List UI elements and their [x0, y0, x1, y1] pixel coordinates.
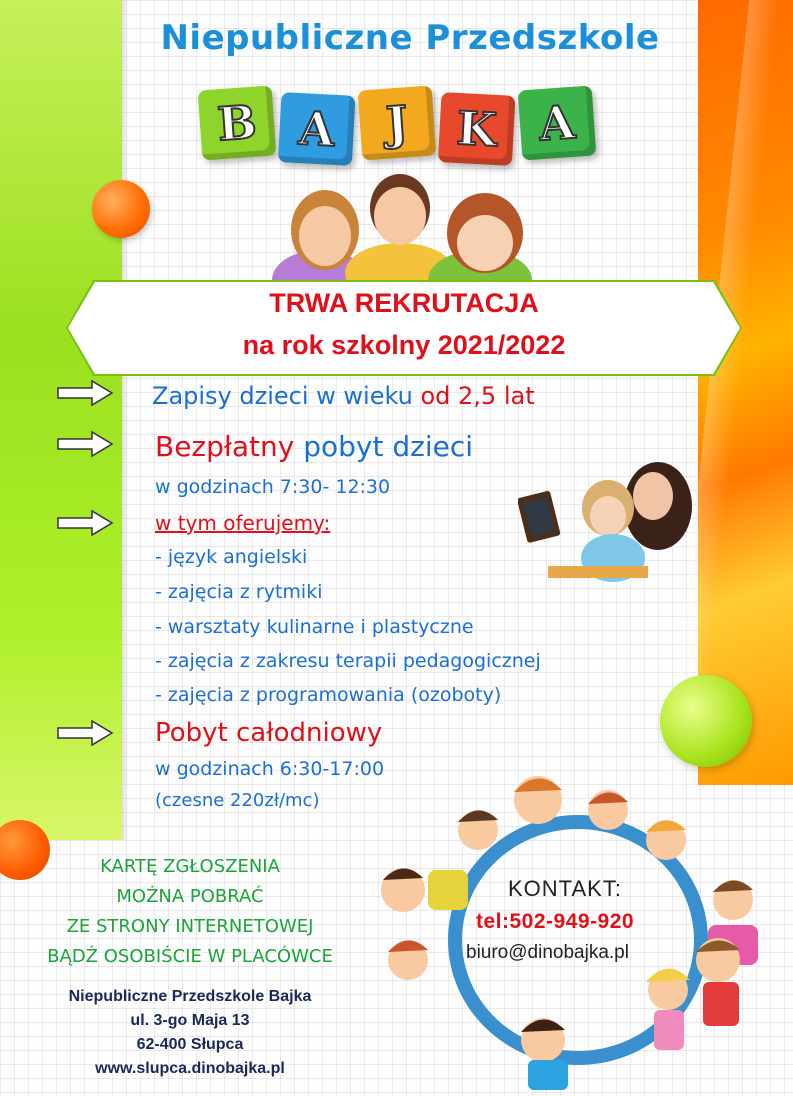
- arrow-right-icon: [56, 429, 114, 459]
- address-city: 62-400 Słupca: [136, 1036, 244, 1053]
- contact-email[interactable]: biuro@dinobajka.pl: [466, 942, 629, 963]
- full-day-heading: Pobyt całodniowy: [155, 718, 383, 748]
- fee-text: (czesne 220zł/mc): [155, 790, 320, 811]
- orange-ball-decoration: [92, 180, 150, 238]
- mother-child-photo: [518, 448, 698, 583]
- page-title: Niepubliczne Przedszkole: [160, 18, 660, 58]
- full-day-hours: w godzinach 6:30-17:00: [155, 758, 385, 780]
- arrow-right-icon: [56, 718, 114, 748]
- form-note-line: MOŻNA POBRAĆ: [116, 886, 264, 907]
- arrow-right-icon: [56, 378, 114, 408]
- free-label: Bezpłatny: [155, 430, 295, 463]
- offer-item: - zajęcia z zakresu terapii pedagogicznej: [155, 650, 541, 672]
- letter-block: A: [278, 92, 356, 166]
- form-note-line: BĄDŹ OSOBIŚCIE W PLACÓWCE: [47, 946, 333, 967]
- children-photo: [270, 168, 560, 283]
- left-green-strip: [0, 0, 122, 840]
- banner-school-year: na rok szkolny 2021/2022: [242, 330, 566, 360]
- letter-block: J: [358, 86, 437, 161]
- form-note-line: KARTĘ ZGŁOSZENIA: [100, 856, 280, 877]
- enroll-label: Zapisy dzieci w wieku: [152, 382, 421, 410]
- free-stay-heading: [155, 430, 473, 463]
- address-street: ul. 3-go Maja 13: [130, 1012, 250, 1029]
- address-name: Niepubliczne Przedszkole Bajka: [68, 988, 312, 1005]
- offer-item: - język angielski: [155, 546, 308, 568]
- green-ball-decoration: [660, 675, 752, 767]
- letter-block: B: [198, 86, 277, 161]
- free-stay-label: pobyt dzieci: [294, 430, 474, 463]
- enroll-age-text: [152, 382, 535, 410]
- contact-heading: KONTAKT:: [508, 876, 622, 901]
- contact-phone[interactable]: tel:502-949-920: [476, 910, 635, 933]
- letter-block: K: [438, 92, 516, 166]
- website-link[interactable]: www.slupca.dinobajka.pl: [95, 1060, 285, 1077]
- banner-heading: TRWA REKRUTACJA: [269, 288, 539, 318]
- offer-item: - warsztaty kulinarne i plastyczne: [155, 616, 474, 638]
- arrow-right-icon: [56, 508, 114, 538]
- enroll-age: od 2,5 lat: [420, 382, 535, 410]
- bajka-letter-blocks: [200, 88, 594, 170]
- we-offer-heading: w tym oferujemy:: [155, 511, 331, 535]
- right-orange-strip: [698, 0, 793, 785]
- offer-item: - zajęcia z programowania (ozoboty): [155, 684, 502, 706]
- free-stay-hours: w godzinach 7:30- 12:30: [155, 476, 391, 498]
- form-note-line: ZE STRONY INTERNETOWEJ: [66, 916, 314, 937]
- offer-item: - zajęcia z rytmiki: [155, 581, 323, 603]
- letter-block: A: [518, 86, 597, 161]
